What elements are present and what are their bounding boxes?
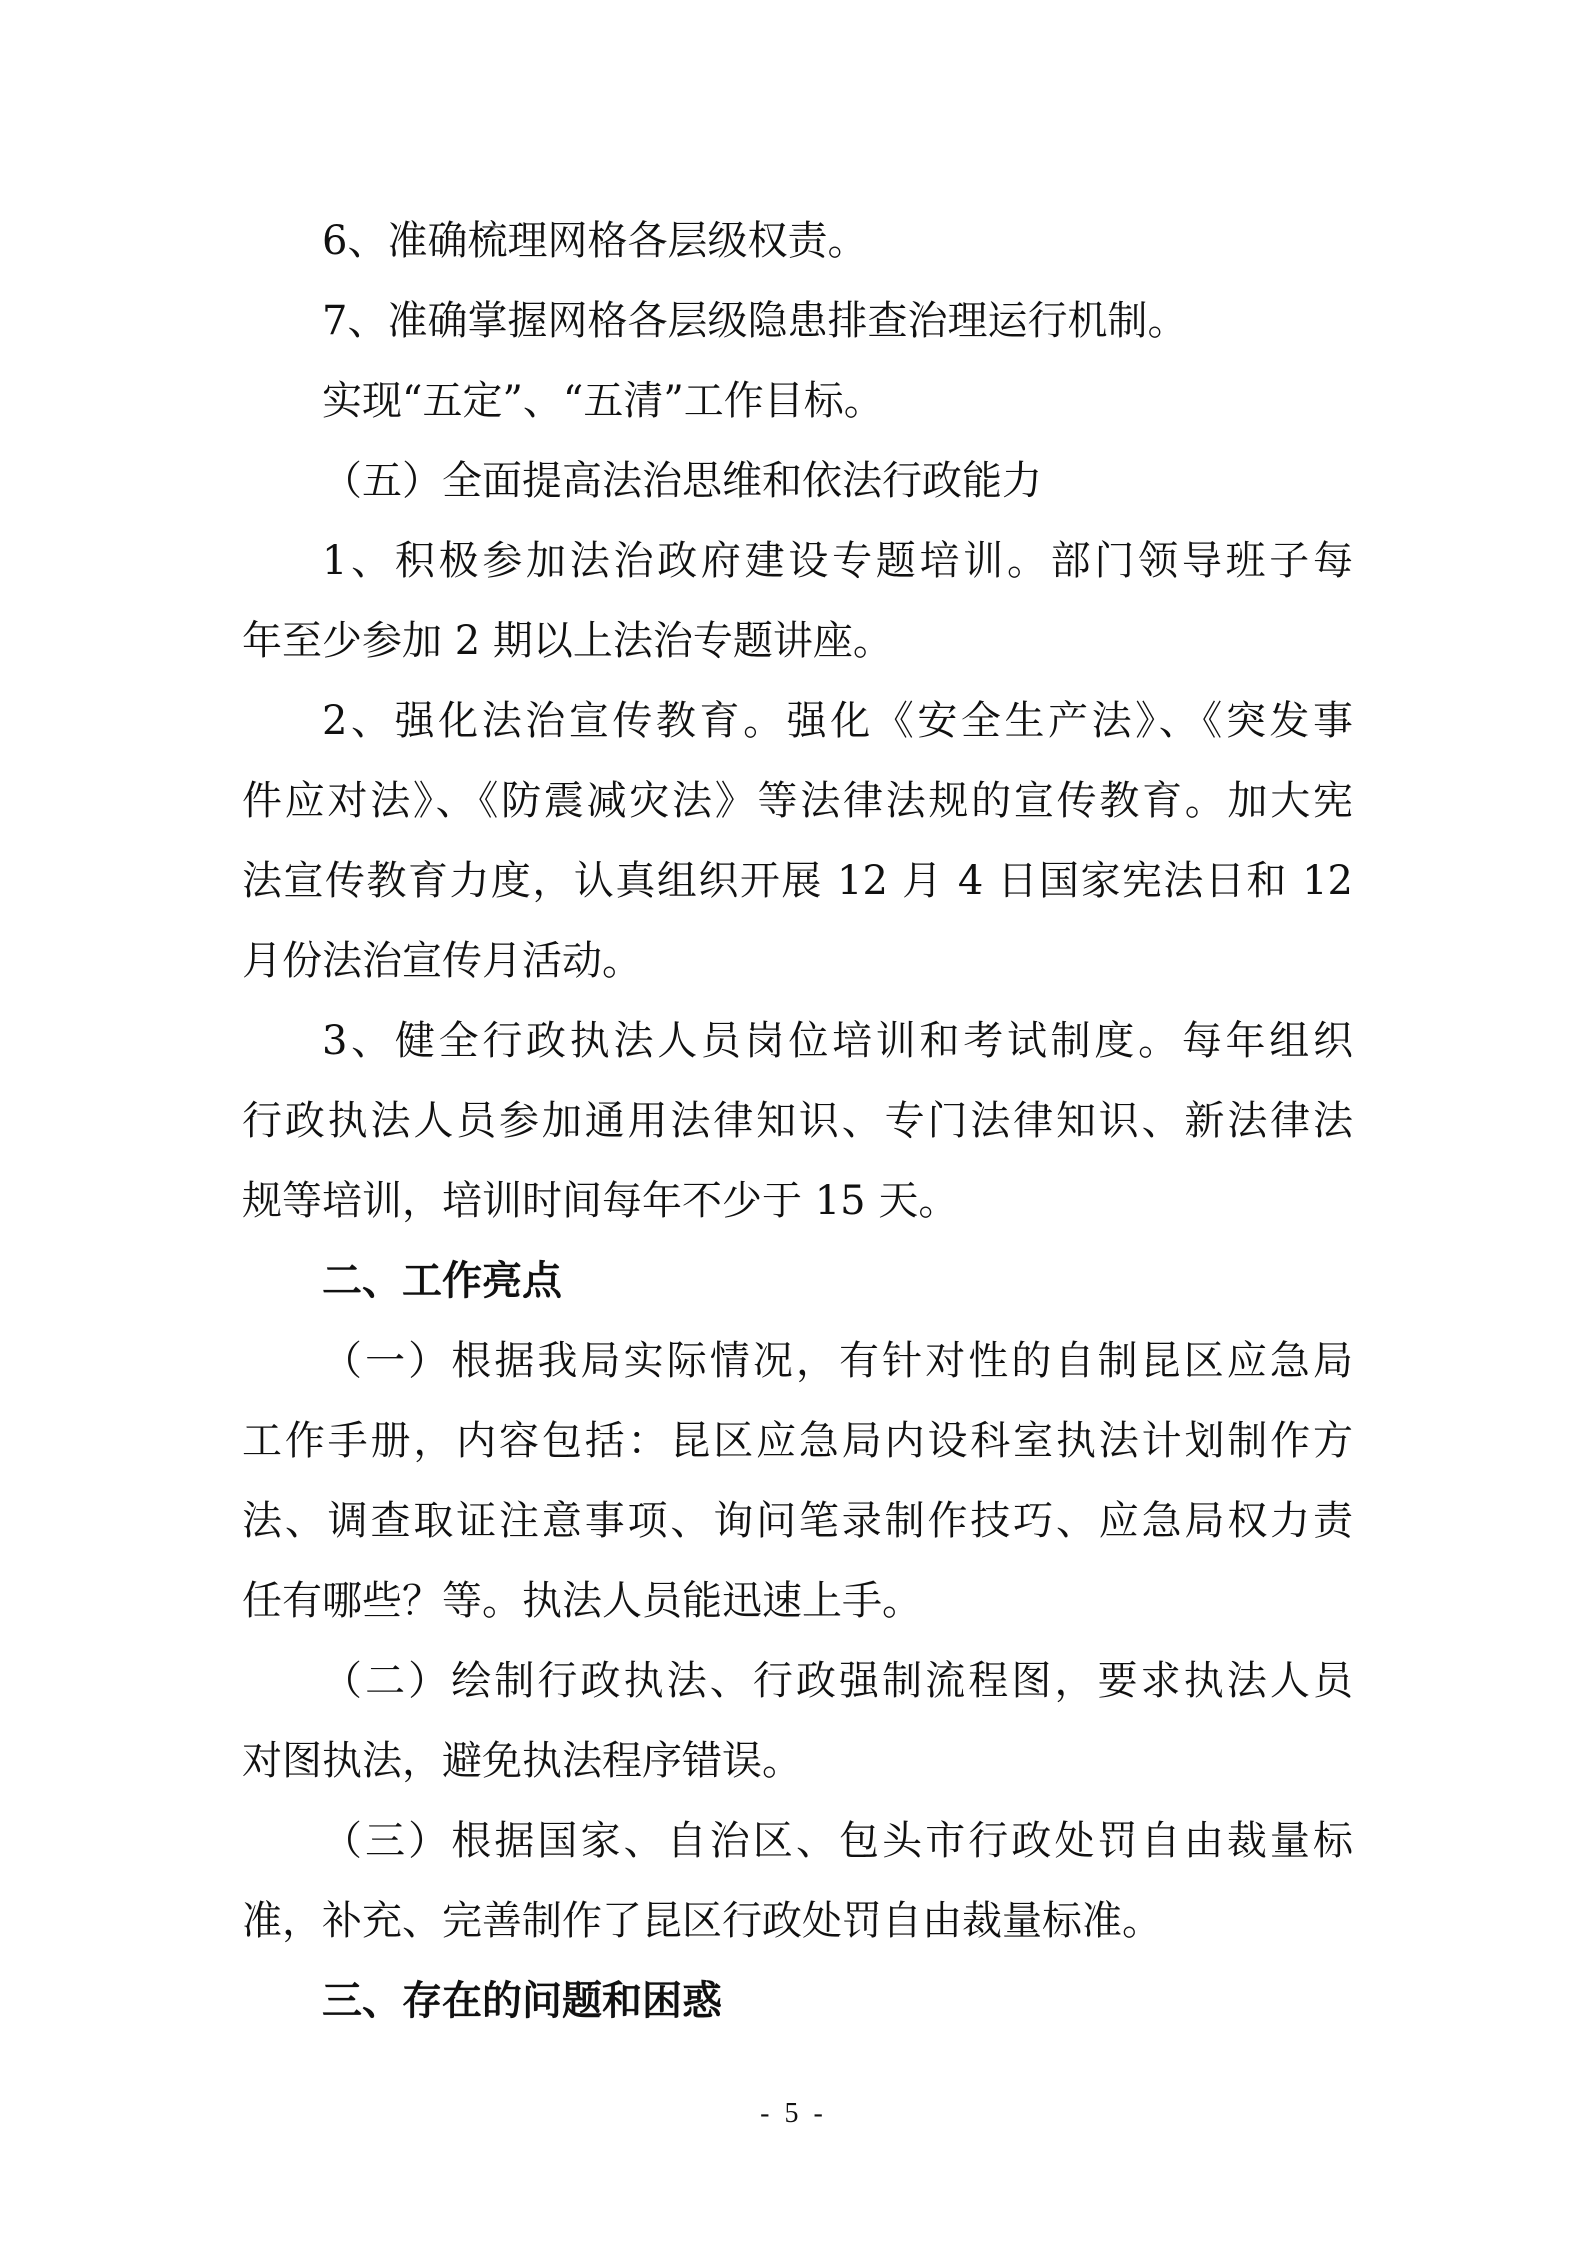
paragraph-line: 3、健全行政执法人员岗位培训和考试制度。每年组织 bbox=[322, 1018, 1353, 1064]
paragraph-line: 2、强化法治宣传教育。强化《安全生产法》、《突发事 bbox=[322, 698, 1353, 744]
paragraph-line: 7、准确掌握网格各层级隐患排查治理运行机制。 bbox=[322, 298, 1188, 344]
paragraph-line: 实现“五定”、“五清”工作目标。 bbox=[322, 378, 884, 424]
paragraph-line: 工作手册，内容包括：昆区应急局内设科室执法计划制作方 bbox=[242, 1418, 1353, 1464]
paragraph-line: 任有哪些？等。执法人员能迅速上手。 bbox=[242, 1578, 922, 1624]
paragraph-line: 规等培训，培训时间每年不少于 15 天。 bbox=[242, 1178, 959, 1224]
paragraph-line: 行政执法人员参加通用法律知识、专门法律知识、新法律法 bbox=[242, 1098, 1353, 1144]
section-subheading: （五）全面提高法治思维和依法行政能力 bbox=[322, 458, 1042, 504]
paragraph-line: 对图执法，避免执法程序错误。 bbox=[242, 1738, 802, 1784]
page-number: - 5 - bbox=[760, 2098, 827, 2129]
paragraph-line: 1、积极参加法治政府建设专题培训。部门领导班子每 bbox=[322, 538, 1353, 584]
paragraph-line: （三）根据国家、自治区、包头市行政处罚自由裁量标 bbox=[322, 1818, 1353, 1864]
paragraph-line: 6、准确梳理网格各层级权责。 bbox=[322, 218, 868, 264]
paragraph-line: 法宣传教育力度，认真组织开展 12 月 4 日国家宪法日和 12 bbox=[242, 858, 1353, 904]
paragraph-line: 年至少参加 2 期以上法治专题讲座。 bbox=[242, 618, 893, 664]
paragraph-line: （一）根据我局实际情况，有针对性的自制昆区应急局 bbox=[322, 1338, 1353, 1384]
paragraph-line: 法、调查取证注意事项、询问笔录制作技巧、应急局权力责 bbox=[242, 1498, 1353, 1544]
paragraph-line: （二）绘制行政执法、行政强制流程图，要求执法人员 bbox=[322, 1658, 1353, 1704]
paragraph-line: 准，补充、完善制作了昆区行政处罚自由裁量标准。 bbox=[242, 1898, 1162, 1944]
paragraph-line: 月份法治宣传月活动。 bbox=[242, 938, 642, 984]
section-heading: 二、工作亮点 bbox=[322, 1258, 562, 1304]
section-heading: 三、存在的问题和困惑 bbox=[322, 1978, 722, 2024]
paragraph-line: 件应对法》、《防震减灾法》等法律法规的宣传教育。加大宪 bbox=[242, 778, 1353, 824]
